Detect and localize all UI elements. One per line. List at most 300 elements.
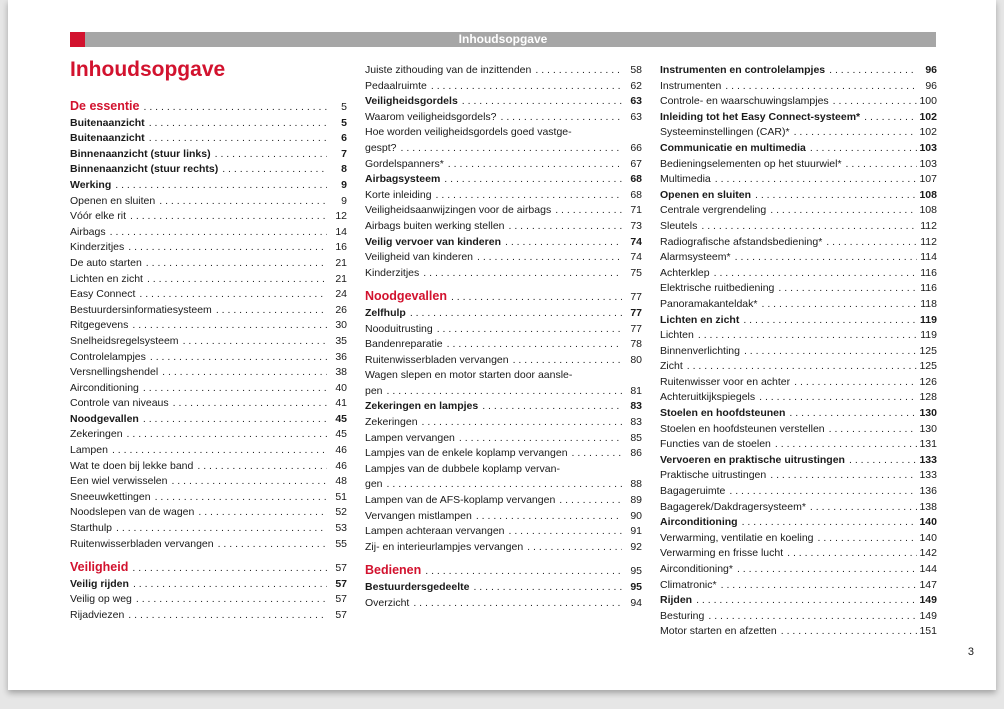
- toc-dot-leader: [198, 505, 327, 521]
- toc-entry: [660, 125, 937, 141]
- toc-entry: [660, 593, 937, 609]
- toc-page-number: 136: [919, 485, 937, 498]
- toc-entry: [70, 318, 347, 334]
- toc-dot-leader: [509, 524, 622, 540]
- toc-entry: [365, 203, 642, 219]
- toc-dot-leader: [127, 427, 327, 443]
- toc-entry-label: pen: [365, 384, 383, 397]
- toc-entry: [660, 328, 937, 344]
- toc-page-number: 21: [335, 272, 347, 285]
- toc-page-number: 36: [335, 350, 347, 363]
- toc-entry-label: Buitenaanzicht: [70, 132, 145, 145]
- toc-entry-label: gespt?: [365, 141, 397, 154]
- toc-entry: [365, 266, 642, 282]
- toc-section-gap: [70, 552, 347, 560]
- toc-entry: [70, 521, 347, 537]
- toc-entry-label: Kinderzitjes: [365, 266, 420, 279]
- toc-page-number: 46: [335, 444, 347, 457]
- toc-page-number: 62: [630, 79, 642, 92]
- toc-page-number: 46: [335, 459, 347, 472]
- toc-dot-leader: [826, 235, 917, 251]
- toc-dot-leader: [505, 235, 622, 251]
- toc-page-number: 38: [335, 366, 347, 379]
- toc-entry-label: Rijden: [660, 594, 693, 607]
- toc-page-number: 30: [335, 319, 347, 332]
- toc-page-number: 78: [630, 338, 642, 351]
- toc-dot-leader: [183, 334, 327, 350]
- toc-dot-leader: [444, 172, 622, 188]
- toc-dot-leader: [810, 500, 917, 516]
- toc-entry: [660, 375, 937, 391]
- toc-page-number: 57: [335, 562, 347, 575]
- toc-entry: [660, 203, 937, 219]
- toc-entry-label: Bedieningselementen op het stuurwiel*: [660, 157, 842, 170]
- toc-dot-leader: [513, 353, 622, 369]
- toc-dot-leader: [143, 100, 327, 116]
- toc-page-number: 9: [341, 178, 347, 191]
- toc-dot-leader: [422, 415, 622, 431]
- toc-entry-label: Vóór elke rit: [70, 210, 127, 223]
- toc-entry: [70, 194, 347, 210]
- toc-entry: [660, 250, 937, 266]
- toc-entry: [365, 250, 642, 266]
- toc-entry: [365, 384, 642, 400]
- toc-entry: [70, 334, 347, 350]
- toc-page-number: 16: [335, 241, 347, 254]
- toc-entry-label: Alarmsysteem*: [660, 251, 731, 264]
- toc-entry-label: Instrumenten en controlelampjes: [660, 64, 826, 76]
- toc-entry-label: Snelheidsregelsysteem: [70, 334, 179, 347]
- toc-page-number: 45: [335, 412, 347, 425]
- toc-page-number: 45: [335, 428, 347, 441]
- toc-page-number: 128: [919, 391, 937, 404]
- toc-entry: [70, 178, 347, 194]
- toc-page-number: 125: [919, 360, 937, 373]
- toc-dot-leader: [162, 365, 327, 381]
- toc-dot-leader: [476, 509, 622, 525]
- toc-page-number: 131: [919, 438, 937, 451]
- toc-dot-leader: [846, 157, 917, 173]
- toc-entry-label: Achteruitkijkspiegels: [660, 391, 756, 404]
- toc-entry-label: Airconditioning: [660, 516, 738, 529]
- toc-dot-leader: [143, 381, 327, 397]
- toc-dot-leader: [146, 256, 327, 272]
- toc-entry: [70, 350, 347, 366]
- toc-page-number: 112: [920, 235, 937, 248]
- toc-entry-label: Motor starten en afzetten: [660, 625, 777, 638]
- toc-entry: [70, 443, 347, 459]
- toc-dot-leader: [555, 203, 622, 219]
- toc-entry: [70, 427, 347, 443]
- toc-entry: [365, 524, 642, 540]
- toc-section-label: Veiligheid: [70, 560, 129, 575]
- toc-entry: [365, 157, 642, 173]
- toc-entry: [365, 110, 642, 126]
- toc-entry: [70, 256, 347, 272]
- toc-entry-label: Waarom veiligheidsgordels?: [365, 110, 497, 123]
- toc-entry-label: Lampen achteraan vervangen: [365, 525, 505, 538]
- toc-dot-leader: [755, 188, 917, 204]
- toc-entry: [70, 592, 347, 608]
- toc-page-number: 57: [335, 593, 347, 606]
- toc-entry-label: Vervoeren en praktische uitrustingen: [660, 453, 845, 466]
- toc-entry-label: Besturing: [660, 609, 705, 622]
- toc-dot-leader: [128, 608, 327, 624]
- toc-dot-leader: [794, 375, 917, 391]
- toc-entry-label: Werking: [70, 178, 112, 191]
- toc-entry-label: Sleutels: [660, 219, 698, 232]
- toc-entry: [365, 446, 642, 462]
- toc-page-number: 96: [925, 79, 937, 92]
- toc-dot-leader: [759, 390, 917, 406]
- toc-dot-leader: [132, 318, 327, 334]
- toc-entry-label: Zekeringen: [70, 428, 123, 441]
- toc-entry: [660, 79, 937, 95]
- toc-dot-leader: [218, 537, 327, 553]
- toc-entry: [70, 240, 347, 256]
- toc-page-number: 77: [630, 306, 642, 319]
- toc-entry: [70, 147, 347, 163]
- toc-dot-leader: [770, 203, 917, 219]
- toc-page-number: 88: [630, 478, 642, 491]
- toc-entry: [70, 459, 347, 475]
- toc-entry: [365, 235, 642, 251]
- toc-entry-label: De auto starten: [70, 256, 142, 269]
- toc-page-number: 48: [335, 475, 347, 488]
- toc-page-number: 63: [630, 110, 642, 123]
- toc-dot-leader: [448, 157, 622, 173]
- toc-page-number: 119: [920, 329, 937, 342]
- toc-section-heading: [70, 560, 347, 577]
- toc-entry: [70, 225, 347, 241]
- toc-dot-leader: [110, 225, 327, 241]
- toc-entry: [70, 608, 347, 624]
- toc-dot-leader: [509, 219, 623, 235]
- toc-entry: [365, 94, 642, 110]
- toc-page-number: 40: [335, 381, 347, 394]
- toc-page-number: 114: [920, 251, 937, 264]
- toc-entry: [660, 297, 937, 313]
- toc-page-number: 5: [341, 116, 347, 129]
- toc-entry-label: Ruitenwisserbladen vervangen: [70, 537, 214, 550]
- toc-entry: [660, 406, 937, 422]
- toc-entry-label: Lampen: [70, 444, 108, 457]
- toc-dot-leader: [133, 577, 327, 593]
- toc-entry: [365, 306, 642, 322]
- toc-dot-leader: [708, 609, 917, 625]
- toc-entry-label: Functies van de stoelen: [660, 438, 771, 451]
- toc-entry-label: Praktische uitrustingen: [660, 469, 767, 482]
- toc-page-number: 68: [630, 173, 642, 186]
- toc-entry: [660, 172, 937, 188]
- toc-entry-line1: [365, 462, 642, 478]
- toc-entry-label: Hoe worden veiligheidsgordels goed vastge-: [365, 126, 572, 139]
- toc-entry-label: Controlelampjes: [70, 350, 146, 363]
- toc-entry-label: gen: [365, 478, 383, 491]
- toc-dot-leader: [130, 209, 327, 225]
- toc-entry-label: Lichten en zicht: [70, 272, 143, 285]
- toc-entry-label: Ritgegevens: [70, 319, 129, 332]
- toc-page-number: 53: [335, 522, 347, 535]
- toc-dot-leader: [818, 531, 917, 547]
- toc-entry-label: Achterklep: [660, 266, 710, 279]
- toc-page-number: 151: [919, 625, 937, 638]
- toc-dot-leader: [197, 459, 327, 475]
- toc-entry-label: Lichten: [660, 329, 694, 342]
- toc-entry-label: Bestuurdersgedeelte: [365, 581, 470, 593]
- toc-page-number: 57: [335, 577, 347, 590]
- toc-entry: [660, 562, 937, 578]
- toc-dot-leader: [794, 125, 917, 141]
- toc-dot-leader: [215, 147, 327, 163]
- toc-entry-label: Airconditioning*: [660, 563, 733, 575]
- toc-dot-leader: [775, 437, 917, 453]
- toc-dot-leader: [423, 266, 622, 282]
- toc-entry-label: Airconditioning: [70, 381, 139, 394]
- toc-dot-leader: [698, 328, 917, 344]
- page-header-bar: [70, 32, 936, 47]
- toc-entry-label: Communicatie en multimedia: [660, 141, 806, 154]
- toc-page-number: 83: [630, 400, 642, 413]
- toc-entry: [365, 79, 642, 95]
- header-bar-title: Inhoudsopgave: [458, 32, 548, 46]
- toc-entry-label: Noodgevallen: [70, 412, 139, 425]
- toc-entry-label: Juiste zithouding van de inzittenden: [365, 64, 532, 76]
- toc-dot-leader: [173, 396, 327, 412]
- toc-page-number: 80: [630, 353, 642, 366]
- toc-dot-leader: [696, 593, 917, 609]
- toc-dot-leader: [735, 250, 917, 266]
- toc-dot-leader: [761, 297, 917, 313]
- toc-page-number: 86: [630, 447, 642, 460]
- toc-entry-label: Bestuurdersinformatiesysteem: [70, 303, 212, 316]
- toc-page-number: 144: [919, 563, 937, 575]
- toc-entry: [70, 303, 347, 319]
- toc-page-number: 41: [335, 397, 347, 410]
- toc-dot-leader: [482, 399, 622, 415]
- toc-dot-leader: [687, 359, 917, 375]
- toc-entry-label: Systeeminstellingen (CAR)*: [660, 126, 790, 139]
- toc-entry-line1: [365, 368, 642, 384]
- toc-entry-label: Lampjes van de dubbele koplamp vervan-: [365, 462, 560, 475]
- toc-page-number: 94: [630, 596, 642, 609]
- toc-entry: [660, 94, 937, 110]
- toc-page-number: 26: [335, 303, 347, 316]
- toc-entry-label: Elektrische ruitbediening: [660, 282, 775, 295]
- toc-dot-leader: [143, 412, 327, 428]
- toc-entry-label: Zelfhulp: [365, 306, 406, 319]
- toc-page-number: 89: [630, 494, 642, 507]
- toc-dot-leader: [139, 287, 327, 303]
- toc-entry: [365, 580, 642, 596]
- toc-page-number: 116: [920, 282, 937, 295]
- toc-entry: [365, 477, 642, 493]
- toc-entry: [365, 415, 642, 431]
- toc-dot-leader: [147, 272, 327, 288]
- toc-dot-leader: [136, 592, 327, 608]
- toc-page-number: 108: [919, 204, 937, 217]
- toc-entry-label: Binnenaanzicht (stuur links): [70, 147, 211, 160]
- toc-page-number: 133: [919, 469, 937, 482]
- toc-page-number: 107: [919, 173, 937, 186]
- toc-page-number: 103: [919, 141, 937, 154]
- toc-dot-leader: [789, 406, 917, 422]
- toc-page-number: 102: [919, 126, 937, 139]
- toc-entry: [660, 515, 937, 531]
- toc-dot-leader: [159, 194, 327, 210]
- toc-entry-label: Veilig rijden: [70, 577, 129, 590]
- toc-section-label: Noodgevallen: [365, 289, 447, 304]
- toc-entry-label: Stoelen en hoofdsteunen: [660, 407, 786, 420]
- toc-entry: [660, 500, 937, 516]
- toc-dot-leader: [462, 94, 622, 110]
- toc-page-number: 57: [335, 609, 347, 621]
- toc-entry-label: Bagagerek/Dakdragersysteem*: [660, 500, 806, 513]
- toc-entry: [70, 131, 347, 147]
- toc-section-label: Bedienen: [365, 563, 422, 578]
- toc-dot-leader: [459, 431, 622, 447]
- page-title: Inhoudsopgave: [70, 58, 226, 81]
- toc-dot-leader: [559, 493, 622, 509]
- toc-page-number: 6: [341, 132, 347, 145]
- toc-entry-label: Lampen van de AFS-koplamp vervangen: [365, 494, 556, 507]
- toc-dot-leader: [737, 562, 917, 578]
- toc-entry: [365, 172, 642, 188]
- toc-entry: [365, 219, 642, 235]
- toc-entry-label: Korte inleiding: [365, 188, 432, 201]
- toc-entry: [660, 281, 937, 297]
- toc-entry-label: Climatronic*: [660, 578, 717, 591]
- toc-entry: [660, 484, 937, 500]
- toc-page-number: 90: [630, 509, 642, 522]
- toc-dot-leader: [778, 281, 917, 297]
- toc-entry: [70, 396, 347, 412]
- toc-page-number: 7: [341, 147, 347, 160]
- toc-entry: [660, 422, 937, 438]
- toc-entry-label: Airbagsysteem: [365, 173, 441, 186]
- toc-entry-label: Overzicht: [365, 596, 410, 609]
- toc-entry: [70, 287, 347, 303]
- toc-entry: [70, 537, 347, 553]
- toc-entry: [70, 474, 347, 490]
- toc-dot-leader: [725, 79, 917, 95]
- toc-page-number: 133: [919, 453, 937, 466]
- toc-entry: [660, 546, 937, 562]
- toc-dot-leader: [473, 580, 622, 596]
- toc-dot-leader: [431, 79, 622, 95]
- toc-page-number: 67: [630, 157, 642, 170]
- toc-entry: [365, 353, 642, 369]
- toc-entry-label: Ruitenwisserbladen vervangen: [365, 353, 509, 366]
- toc-dot-leader: [715, 172, 917, 188]
- toc-section-gap: [365, 281, 642, 289]
- toc-entry-label: Versnellingshendel: [70, 366, 159, 379]
- toc-entry-label: Radiografische afstandsbediening*: [660, 235, 823, 248]
- toc-page-number: 91: [630, 525, 642, 538]
- toc-entry: [365, 188, 642, 204]
- toc-entry: [365, 337, 642, 353]
- toc-entry-label: Openen en sluiten: [660, 188, 752, 201]
- toc-entry: [660, 437, 937, 453]
- toc-entry: [660, 390, 937, 406]
- toc-entry-label: Inleiding tot het Easy Connect-systeem*: [660, 110, 861, 123]
- toc-entry-label: Bagageruimte: [660, 485, 726, 498]
- toc-dot-leader: [410, 306, 622, 322]
- toc-page-number: 102: [919, 110, 937, 123]
- toc-entry-label: Easy Connect: [70, 288, 136, 301]
- toc-dot-leader: [171, 474, 327, 490]
- toc-page-number: 138: [919, 500, 937, 513]
- toc-entry: [70, 490, 347, 506]
- toc-entry: [70, 116, 347, 132]
- toc-dot-leader: [413, 596, 622, 612]
- toc-entry-label: Noodslepen van de wagen: [70, 506, 195, 519]
- toc-entry-label: Wat te doen bij lekke band: [70, 459, 194, 472]
- toc-entry-label: Bandenreparatie: [365, 338, 443, 351]
- toc-page-number: 140: [919, 531, 937, 544]
- toc-entry: [660, 624, 937, 640]
- toc-entry: [660, 578, 937, 594]
- toc-entry: [660, 188, 937, 204]
- toc-entry-label: Airbags: [70, 225, 106, 238]
- toc-page-number: 92: [630, 540, 642, 553]
- toc-page-number: 81: [630, 384, 642, 397]
- toc-entry: [660, 453, 937, 469]
- toc-entry: [660, 609, 937, 625]
- toc-page-number: 142: [919, 547, 937, 560]
- toc-entry: [660, 235, 937, 251]
- toc-dot-leader: [572, 446, 622, 462]
- toc-dot-leader: [527, 540, 622, 556]
- toc-page-number: 119: [920, 313, 937, 326]
- toc-dot-leader: [150, 350, 327, 366]
- toc-dot-leader: [149, 131, 327, 147]
- toc-page-number: 74: [630, 251, 642, 264]
- toc-page-number: 58: [630, 64, 642, 76]
- toc-page-number: 95: [630, 581, 642, 593]
- toc-entry-label: Rijadviezen: [70, 609, 125, 621]
- toc-dot-leader: [216, 303, 327, 319]
- toc-entry: [365, 493, 642, 509]
- toc-entry-label: Veilig vervoer van kinderen: [365, 235, 501, 248]
- toc-dot-leader: [864, 110, 917, 126]
- toc-dot-leader: [477, 250, 622, 266]
- toc-dot-leader: [501, 110, 622, 126]
- toc-entry-label: Zij- en interieurlampjes vervangen: [365, 540, 524, 553]
- toc-entry-label: Nooduitrusting: [365, 322, 433, 335]
- toc-page-number: 130: [919, 422, 937, 435]
- toc-page-number: 118: [920, 297, 937, 310]
- toc-entry-label: Zekeringen: [365, 416, 418, 429]
- toc-page-number: 52: [335, 506, 347, 519]
- toc-page-number: 108: [919, 188, 937, 201]
- toc-page-number: 71: [630, 204, 642, 217]
- toc-dot-leader: [451, 290, 622, 306]
- toc-entry-label: Buitenaanzicht: [70, 116, 145, 129]
- toc-section-heading: [365, 563, 642, 580]
- toc-page-number: 77: [630, 322, 642, 335]
- toc-entry: [365, 509, 642, 525]
- toc-page-number: 140: [919, 516, 937, 529]
- toc-page-number: 74: [630, 235, 642, 248]
- toc-entry-label: Pedaalruimte: [365, 79, 427, 92]
- toc-page-number: 75: [630, 266, 642, 279]
- toc-entry-label: Ruitenwisser voor en achter: [660, 375, 791, 388]
- toc-entry: [70, 381, 347, 397]
- toc-entry: [70, 365, 347, 381]
- toc-entry-label: Centrale vergrendeling: [660, 204, 767, 217]
- toc-entry-label: Lampjes van de enkele koplamp vervangen: [365, 447, 568, 460]
